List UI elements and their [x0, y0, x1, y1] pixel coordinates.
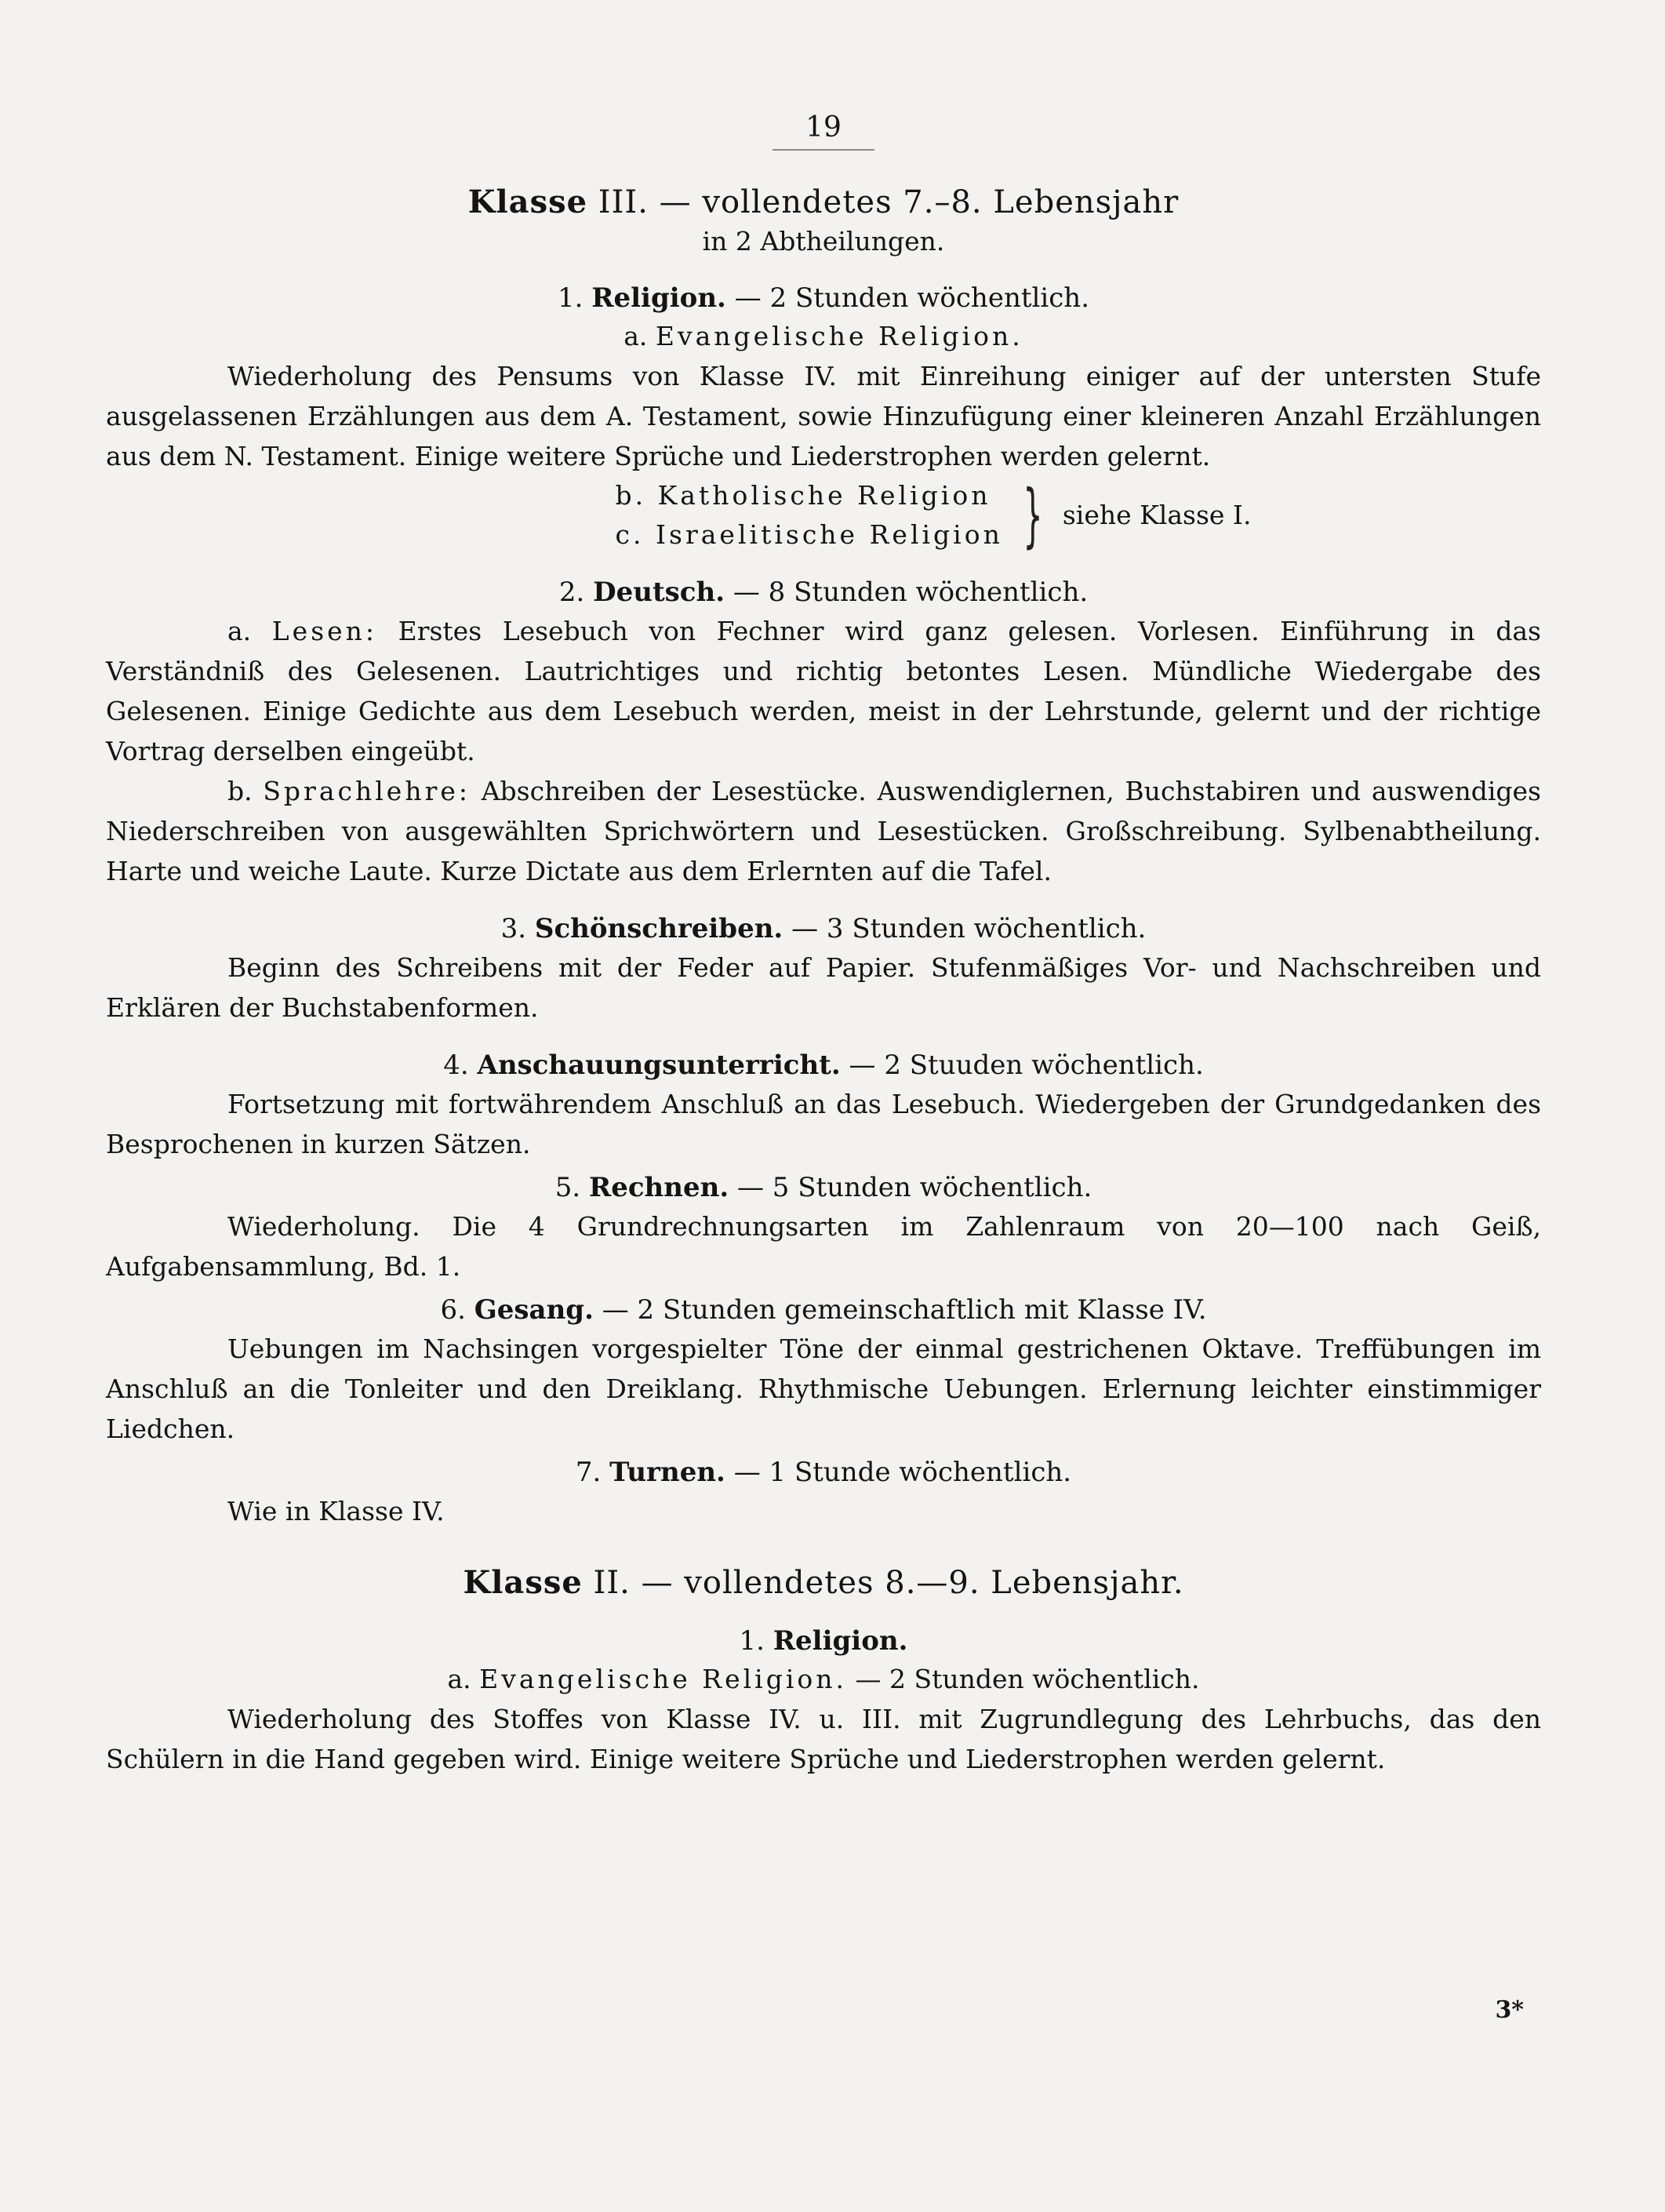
- k3-rechnen-title: Rechnen.: [588, 1172, 729, 1203]
- k3-schoenschreiben-heading: [106, 910, 1541, 948]
- k3-ev-religion-heading: [106, 317, 1541, 356]
- k3-rechnen-hours: — 5 Stunden wöchentlich.: [737, 1172, 1092, 1203]
- k3-sprach-text: Abschreiben der Lesestücke. Auswendiglernen, Buchstabiren und auswendiges Niederschreiben von ausgewählten Sprichwörtern und Lesestücken. Großschreibung. Sylbenabtheilung. Harte und weiche Laute. Kurze Dictate aus dem Erlernten auf die Tafel.: [106, 776, 1541, 886]
- k3-lesen-text: Erstes Lesebuch von Fechner wird ganz gelesen. Vorlesen. Einführung in das Verständniß des Gelesenen. Lautrichtiges und richtig betontes Lesen. Mündliche Wiedergabe des Gelesenen. Einige Gedichte aus dem Lesebuch werden, meist in der Lehrstunde, gelernt und der richtige Vortrag derselben eingeübt.: [106, 616, 1541, 766]
- klasse-3-heading: [106, 182, 1541, 223]
- k3-religion-num: 1.: [557, 282, 583, 314]
- k3-kath-religion: b. Katholische Religion: [615, 480, 991, 511]
- k2-ev-religion-text: Wiederholung des Stoffes von Klasse IV. u. III. mit Zugrundlegung des Lehrbuchs, das den Schülern in die Hand gegeben wird. Einige weitere Sprüche und Liederstrophen werden gelernt.: [106, 1704, 1541, 1774]
- k3-gesang-text: Uebungen im Nachsingen vorgespielter Töne der einmal gestrichenen Oktave. Treffübungen im Anschluß an die Tonleiter und den Dreiklang. Rhythmische Uebungen. Erlernung leichter einstimmiger Liedchen.: [106, 1333, 1541, 1444]
- k3-deutsch-title: Deutsch.: [593, 577, 725, 608]
- k3-religion-heading: [106, 279, 1541, 317]
- k2-ev-label: a.: [447, 1664, 471, 1694]
- page-number: 19: [805, 111, 842, 144]
- k3-anschauung-num: 4.: [443, 1050, 469, 1081]
- k3-gesang-num: 6.: [440, 1294, 466, 1326]
- k3-rechnen-heading: [106, 1169, 1541, 1206]
- klasse-2-heading: [106, 1563, 1541, 1603]
- page-content: [106, 110, 1541, 1779]
- k3-lesen-title: Lesen:: [271, 616, 378, 646]
- k3-anschauung-text: Fortsetzung mit fortwährendem Anschluß an das Lesebuch. Wiedergeben der Grundgedanken des Besprochenen in kurzen Sätzen.: [106, 1089, 1541, 1159]
- k3-isr-religion: c. Israelitische Religion: [615, 519, 1003, 550]
- brace-mark: }: [1023, 475, 1043, 555]
- header-rule: [773, 149, 874, 151]
- k3-turnen-text: Wie in Klasse IV.: [227, 1496, 445, 1526]
- k3-anschauung-heading: [106, 1046, 1541, 1084]
- k3-gesang-hours: — 2 Stunden gemeinschaftlich mit Klasse IV.: [602, 1294, 1207, 1326]
- k2-ev-hours: — 2 Stunden wöchentlich.: [855, 1664, 1200, 1694]
- k3-ev-religion-text: Wiederholung des Pensums von Klasse IV. mit Einreihung einiger auf der untersten Stufe ausgelassenen Erzählungen aus dem A. Testament, sowie Hinzufügung einer kleineren Anzahl Erzählungen aus dem N. Testament. Einige weitere Sprüche und Liederstrophen werden gelernt.: [106, 361, 1541, 471]
- k3-gesang-title: Gesang.: [474, 1294, 594, 1326]
- klasse-3-label: Klasse: [467, 184, 588, 220]
- k3-deutsch-hours: — 8 Stunden wöchentlich.: [733, 577, 1089, 608]
- k3-turnen-title: Turnen.: [609, 1457, 725, 1488]
- k3-schoen-num: 3.: [500, 913, 527, 944]
- k2-religion-title: Religion.: [773, 1625, 908, 1657]
- k3-religion-hours: — 2 Stunden wöchentlich.: [734, 282, 1089, 314]
- k3-anschauung-title: Anschauungsunterricht.: [477, 1050, 841, 1081]
- k2-religion-num: 1.: [739, 1625, 765, 1657]
- klasse-2-label: Klasse: [463, 1564, 583, 1601]
- k3-rechnen-text: Wiederholung. Die 4 Grundrechnungsarten im Zahlenraum von 20—100 nach Geiß, Aufgabensammlung, Bd. 1.: [106, 1211, 1541, 1282]
- k3-siehe-note: siehe Klasse I.: [1062, 500, 1252, 530]
- k3-sprach-label: b.: [227, 776, 253, 806]
- k3-lesen-paragraph: [106, 611, 1541, 771]
- k2-religion-heading: [106, 1622, 1541, 1660]
- k3-other-religions: [325, 476, 1541, 555]
- k3-gesang-heading: [106, 1291, 1541, 1329]
- k3-sprachlehre-paragraph: [106, 771, 1541, 891]
- k3-ev-label: a.: [623, 321, 648, 351]
- k3-turnen-num: 7.: [575, 1457, 602, 1488]
- k3-schoen-hours: — 3 Stunden wöchentlich.: [791, 913, 1147, 944]
- k3-turnen-heading: [106, 1453, 1541, 1491]
- k2-ev-title: Evangelische Religion.: [479, 1664, 848, 1694]
- k3-other-religions-list: [616, 476, 1003, 555]
- k3-sprach-title: Sprachlehre:: [263, 776, 471, 806]
- k3-religion-title: Religion.: [591, 282, 726, 314]
- k3-deutsch-num: 2.: [558, 577, 585, 608]
- k2-ev-religion-heading: [106, 1660, 1541, 1699]
- k3-deutsch-heading: [106, 573, 1541, 611]
- k3-ev-title: Evangelische Religion.: [655, 321, 1023, 351]
- klasse-3-heading-rest: III. — vollendetes 7.–8. Lebensjahr: [598, 184, 1180, 220]
- signature-mark: 3*: [1495, 1996, 1524, 2024]
- k3-schoen-text: Beginn des Schreibens mit der Feder auf Papier. Stufenmäßiges Vor- und Nachschreiben und Erklären der Buchstabenformen.: [106, 952, 1541, 1023]
- k3-rechnen-num: 5.: [554, 1172, 581, 1203]
- k3-anschauung-hours: — 2 Stuuden wöchentlich.: [849, 1050, 1204, 1081]
- klasse-3-subheading: in 2 Abtheilungen.: [702, 226, 945, 256]
- k3-schoen-title: Schönschreiben.: [534, 913, 783, 944]
- klasse-2-heading-rest: II. — vollendetes 8.—9. Lebensjahr.: [593, 1565, 1184, 1601]
- k3-turnen-hours: — 1 Stunde wöchentlich.: [733, 1457, 1072, 1488]
- k3-lesen-label: a.: [227, 616, 252, 646]
